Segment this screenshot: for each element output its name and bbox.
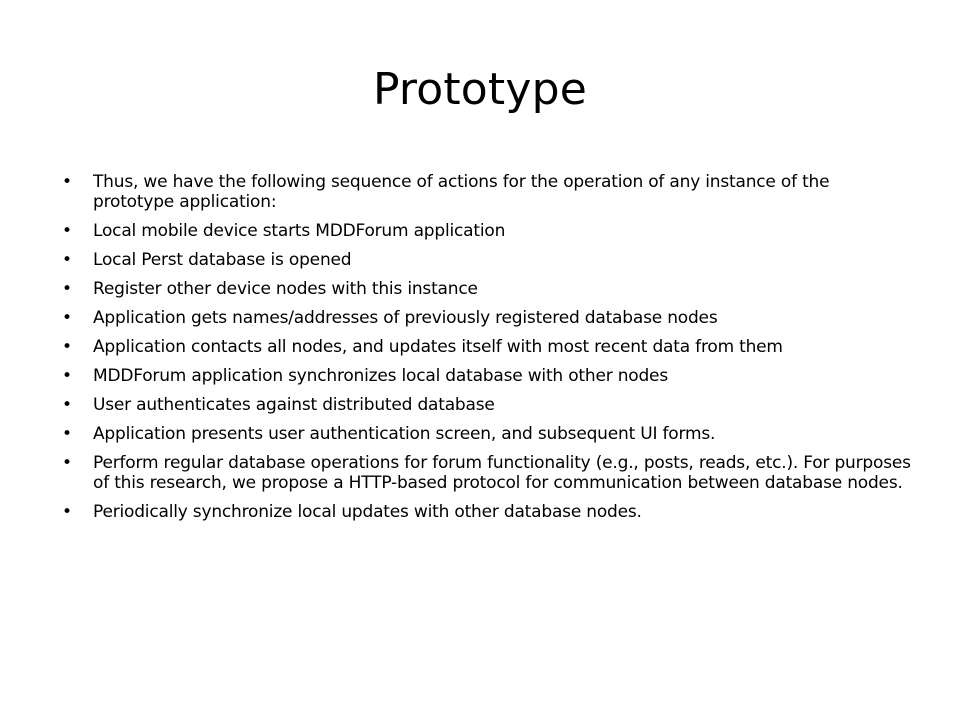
bullet-list	[62, 172, 912, 531]
bullet-item	[62, 502, 912, 522]
bullet-icon: •	[62, 424, 72, 444]
bullet-item	[62, 337, 912, 357]
bullet-icon: •	[62, 172, 72, 192]
bullet-text: Application presents user authentication screen, and subsequent UI forms.	[93, 424, 716, 444]
bullet-text: Thus, we have the following sequence of actions for the operation of any instance of the prototype application:	[93, 172, 830, 212]
bullet-icon: •	[62, 337, 72, 357]
bullet-text: Perform regular database operations for forum functionality (e.g., posts, reads, etc.). For purposes of this research, we propose a HTTP-based protocol for communication between database nodes.	[93, 453, 911, 493]
bullet-item	[62, 308, 912, 328]
bullet-text: User authenticates against distributed database	[93, 395, 495, 415]
bullet-icon: •	[62, 221, 72, 241]
slide-title: Prototype	[372, 64, 588, 115]
bullet-text: Periodically synchronize local updates with other database nodes.	[93, 502, 642, 522]
bullet-icon: •	[62, 453, 72, 473]
bullet-icon: •	[62, 250, 72, 270]
bullet-item	[62, 250, 912, 270]
bullet-icon: •	[62, 366, 72, 386]
bullet-text: Application contacts all nodes, and updates itself with most recent data from them	[93, 337, 783, 357]
bullet-text: Register other device nodes with this instance	[93, 279, 478, 299]
bullet-item	[62, 366, 912, 386]
bullet-text: Local mobile device starts MDDForum application	[93, 221, 506, 241]
bullet-text: MDDForum application synchronizes local database with other nodes	[93, 366, 668, 386]
bullet-item	[62, 221, 912, 241]
bullet-icon: •	[62, 308, 72, 328]
bullet-item	[62, 279, 912, 299]
bullet-item	[62, 172, 912, 212]
bullet-icon: •	[62, 279, 72, 299]
bullet-icon: •	[62, 502, 72, 522]
bullet-item	[62, 453, 912, 493]
bullet-item	[62, 395, 912, 415]
bullet-icon: •	[62, 395, 72, 415]
bullet-text: Local Perst database is opened	[93, 250, 352, 270]
bullet-text: Application gets names/addresses of previously registered database nodes	[93, 308, 718, 328]
bullet-item	[62, 424, 912, 444]
